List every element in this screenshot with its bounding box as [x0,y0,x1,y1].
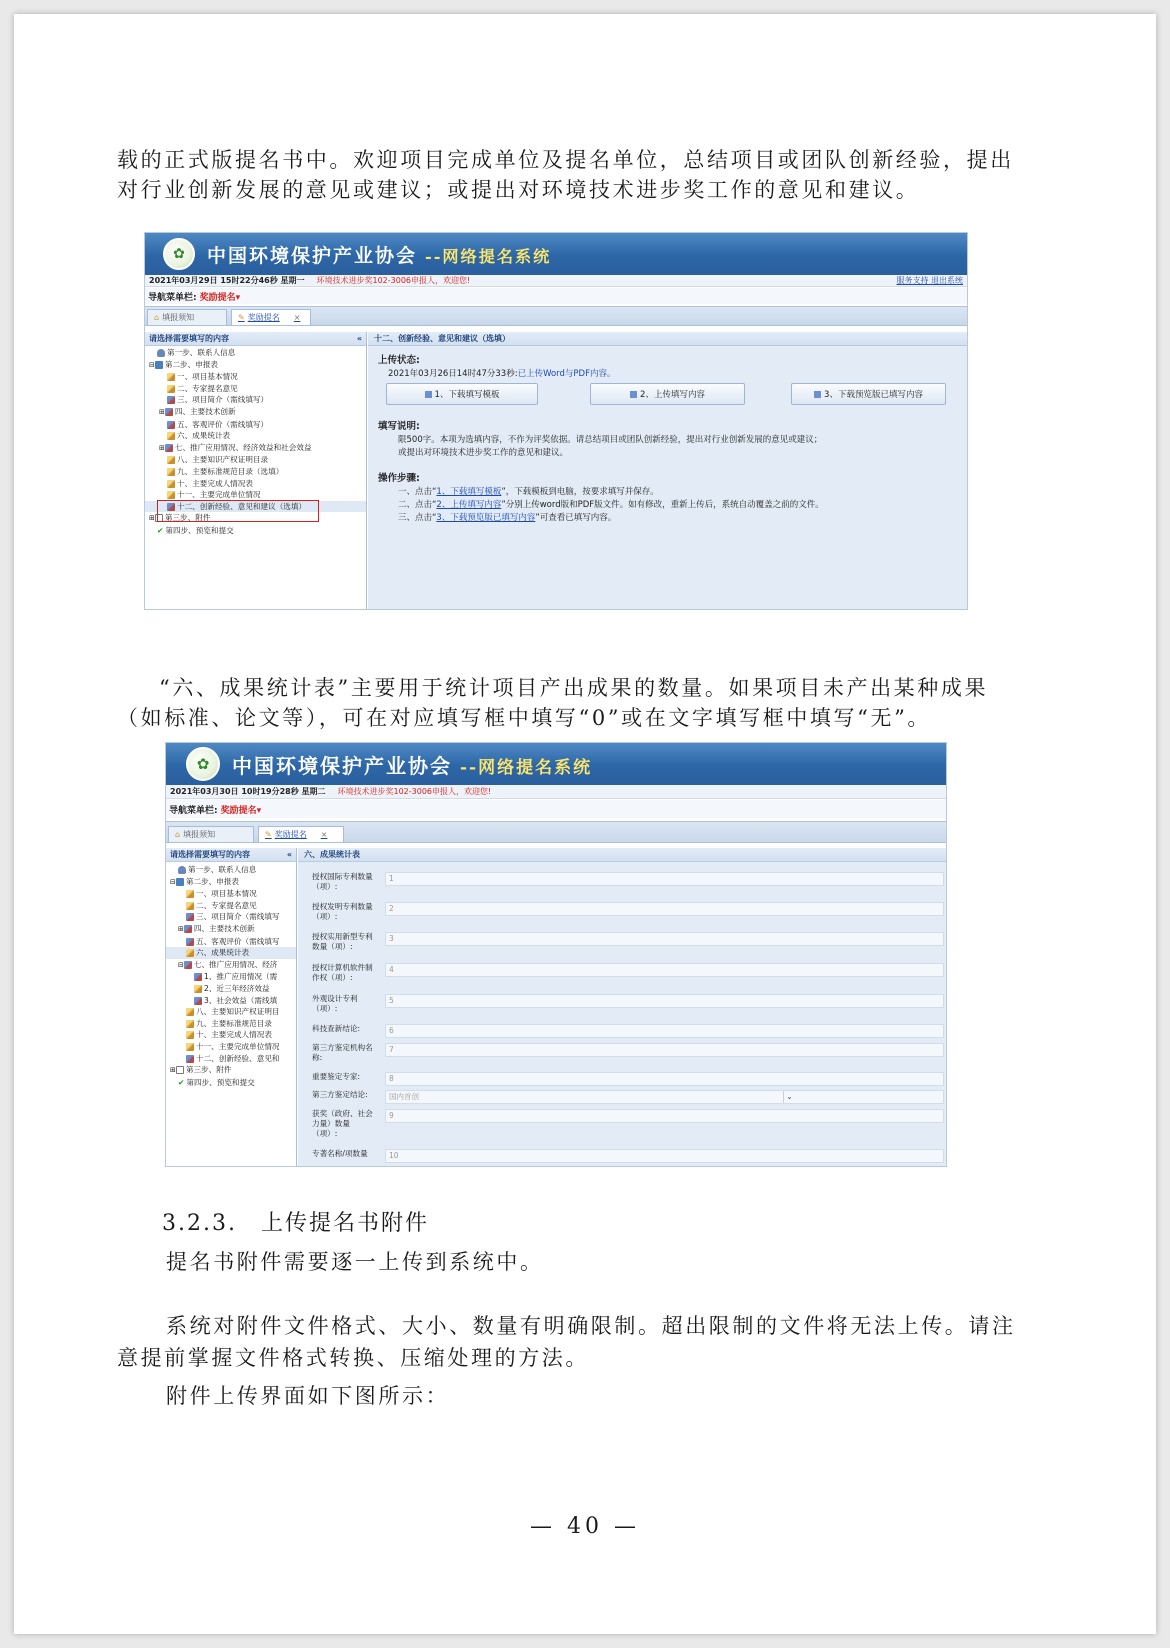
tree-item-innovation-suggestions[interactable]: 十二、创新经验、意见和建议（选填） [145,501,366,513]
collapse-icon[interactable]: « [356,334,362,343]
tree-step-preview-submit[interactable]: ✔ 第四步、预览和提交 [178,1077,255,1087]
tree-item-standards[interactable]: 九、主要标准规范目录 [166,1018,296,1030]
nav-menu-award[interactable]: 奖励提名▾ [220,805,262,816]
edit-icon [186,913,194,921]
design-patents-input[interactable]: 5 [385,994,944,1008]
collapse-icon[interactable]: « [286,850,292,859]
field-row-awards: 获奖（政府、社会力量）数量（项）: 9 [298,1109,946,1139]
pencil-icon [186,1008,194,1016]
edit-icon [165,444,173,452]
current-datetime: 2021年03月30日 10时19分28秒 星期二 [170,787,326,796]
software-copyrights-input[interactable]: 4 [385,963,944,977]
tab-bar [145,306,967,326]
download-template-button[interactable]: 1、下载填写模板 [386,383,538,405]
nav-bar [145,288,967,304]
field-row-invention-patents: 授权发明专利数量（项）: 2 [298,902,946,922]
welcome-message: 环境技术进步奖102-3006申报人，欢迎您! [316,276,471,285]
upload-time: 2021年03月26日14时47分33秒: [388,369,518,379]
tree-item-units[interactable]: 十一、主要完成单位情况 [145,489,366,501]
monographs-input[interactable]: 10 [385,1149,944,1163]
system-banner [145,233,967,275]
person-icon [178,866,186,874]
content-tree-panel [166,848,297,1167]
form-panel-header: 六、成果统计表 [298,848,946,862]
tree-item-basic-info[interactable]: 一、项目基本情况 [166,888,296,900]
tree-item-summary[interactable]: 三、项目简介（需线填写 [166,911,296,923]
edit-icon [167,421,175,429]
pencil-icon [186,949,194,957]
tree-item-evaluation[interactable]: 五、客观评价（需线填写） [145,419,366,431]
tree-panel-header: 请选择需要填写的内容 « [145,332,366,346]
instructions-title: 填写说明: [378,421,420,432]
tab-notice[interactable]: ⌂ 填报须知 [147,309,227,325]
pencil-icon: ✎ [238,313,245,322]
paragraph-line: （如标准、论文等），可在对应填写框中填写“0”或在文字填写框中填写“无”。 [117,706,932,730]
utility-patents-input[interactable]: 3 [385,932,944,946]
novelty-search-input[interactable]: 6 [385,1024,944,1038]
pencil-icon [194,985,202,993]
document-page [14,14,1156,1634]
form-panel [298,848,946,1167]
instructions-line: 或提出对环境技术进步奖工作的意见和建议。 [398,448,569,458]
tree-item-tech-innovation[interactable]: ⊞ 四、主要技术创新 [178,923,255,933]
welcome-message: 环境技术进步奖102-3006申报人，欢迎您! [337,787,492,796]
home-icon: ⌂ [175,830,181,839]
pencil-icon [186,1043,194,1051]
paragraph-line: 提名书附件需要逐一上传到系统中。 [166,1250,544,1274]
pencil-icon [186,1020,194,1028]
tree-step-attachments[interactable]: ⊞ 第三步、附件 [149,513,211,523]
document-icon [425,391,432,398]
field-row-key-experts: 重要鉴定专家: 8 [298,1072,946,1082]
tree-item-application[interactable]: ⊞ 七、推广应用情况、经济效益和社会效益 [159,442,312,452]
pencil-icon [167,385,175,393]
tree-item-results-table[interactable]: 六、成果统计表 [145,430,366,442]
field-row-novelty-search: 科技查新结论: 6 [298,1024,946,1034]
tree-item-application[interactable]: ⊟ 七、推广应用情况、经济 [178,959,278,969]
tree-item-units[interactable]: 十一、主要完成单位情况 [166,1041,296,1053]
edit-icon [165,408,173,416]
section-heading: 3.2.3. 上传提名书附件 [162,1211,429,1236]
paragraph-line: “六、成果统计表”主要用于统计项目产出成果的数量。如果项目未产出某种成果 [159,676,989,700]
association-logo: ✿ [186,747,220,781]
pencil-icon [167,373,175,381]
awards-input[interactable]: 9 [385,1109,944,1123]
banner-title: 中国环境保护产业协会 [207,244,418,267]
edit-icon [186,938,194,946]
tree-step-preview-submit[interactable]: ✔ 第四步、预览和提交 [157,525,234,535]
pencil-icon [167,432,175,440]
nav-label: 导航菜单栏: [148,292,197,303]
tree-step-form[interactable]: ⊟ 第二步、申报表 [170,876,240,886]
tree-item-economic-benefit[interactable]: 2、近三年经济效益 [166,983,296,995]
upload-status-text: 已上传Word与PDF内容。 [517,369,616,379]
download-preview-button[interactable]: 3、下载预览版已填写内容 [791,383,946,405]
upload-status-title: 上传状态: [378,355,420,366]
tree-item-evaluation[interactable]: 五、客观评价（需线填写 [166,936,296,948]
page-number: — 40 — [530,1514,640,1539]
step-line: 二、点击“2、上传填写内容”分别上传word版和PDF版文件。如有修改，重新上传后，系统自动覆盖之前的文件。 [398,500,824,510]
content-tree-panel [145,332,367,610]
tree-step-contact[interactable]: 第一步、联系人信息 [166,864,296,876]
checkmark-icon: ✔ [157,525,164,535]
tree-item-ip-list[interactable]: 八、主要知识产权证明目 [166,1006,296,1018]
step-link-preview[interactable]: 3、下载预览版已填写内容 [436,513,536,523]
banner-subtitle: --网络提名系统 [425,246,552,266]
field-row-monographs: 专著名称/项数量 10 [298,1149,946,1159]
book-icon [176,878,184,886]
tree-step-contact[interactable]: 第一步、联系人信息 [145,347,366,359]
step-link-upload[interactable]: 2、上传填写内容 [436,500,502,510]
tree-item-expert-opinion[interactable]: 二、专家提名意见 [166,900,296,912]
paragraph-line: 系统对附件文件格式、大小、数量有明确限制。超出限制的文件将无法上传。请注 [166,1314,1016,1338]
pencil-icon [167,480,175,488]
key-experts-input[interactable]: 8 [385,1072,944,1086]
book-icon [155,361,163,369]
tab-bar [166,821,946,843]
paragraph-line: 对行业创新发展的意见或建议；或提出对环境技术进步奖工作的意见和建议。 [117,178,920,202]
status-bar [145,275,967,287]
edit-icon [194,973,202,981]
nav-label: 导航菜单栏: [169,805,218,816]
tree-step-attachments[interactable]: ⊞ 第三步、附件 [170,1065,232,1075]
tab-notice[interactable]: ⌂ 填报须知 [168,826,254,842]
pencil-icon [186,1031,194,1039]
banner-title: 中国环境保护产业协会 [232,753,452,778]
tree-item-application-status[interactable]: 1、推广应用情况（需 [166,971,296,983]
banner-subtitle: --网络提名系统 [460,757,593,778]
edit-icon [194,997,202,1005]
current-datetime: 2021年03月29日 15时22分46秒 星期一 [149,276,305,285]
pencil-icon [186,902,194,910]
chevron-down-icon: ⌄ [783,1091,795,1103]
tree-item-persons[interactable]: 十、主要完成人情况表 [166,1029,296,1041]
edit-icon [184,925,192,933]
highlight-box [157,500,319,522]
field-row-utility-patents: 授权实用新型专利数量（项）: 3 [298,932,946,952]
step-line: 一、点击“1、下载填写模板”，下载模板到电脑，按要求填写并保存。 [398,487,659,497]
pencil-icon: ✎ [265,830,272,839]
home-icon: ⌂ [154,313,160,322]
tree-item-tech-innovation[interactable]: ⊞ 四、主要技术创新 [159,406,236,416]
upload-icon [630,391,637,398]
close-tab-icon[interactable]: × [320,830,328,839]
invention-patents-input[interactable]: 2 [385,902,944,916]
edit-icon [167,396,175,404]
tab-award-nomination[interactable]: ✎ 奖励提名 × [258,826,344,842]
header-links[interactable]: 服务支持 退出系统 [896,276,963,285]
association-logo: ✿ [163,238,195,270]
nav-bar [166,800,946,818]
step-link-download[interactable]: 1、下载填写模板 [436,487,502,497]
edit-icon [186,1055,194,1063]
form-panel [368,332,967,610]
field-row-appraisal-conclusion: 第三方鉴定结论: 国内首创 ⌄ [298,1090,946,1100]
person-icon [157,349,165,357]
tree-step-form[interactable]: ⊟ 第二步、申报表 [149,359,219,369]
upload-content-button[interactable]: 2、上传填写内容 [590,383,745,405]
checkmark-icon: ✔ [178,1077,185,1087]
tree-item-social-benefit[interactable]: 3、社会效益（需线填 [166,995,296,1007]
pencil-icon [167,491,175,499]
paragraph-line: 附件上传界面如下图所示： [166,1384,450,1408]
paragraph-line: 意提前掌握文件格式转换、压缩处理的方法。 [117,1346,589,1370]
tree-item-results-table[interactable]: 六、成果统计表 [166,947,296,959]
form-panel-header: 十二、创新经验、意见和建议（选填） [368,332,967,346]
steps-title: 操作步骤: [378,473,420,484]
system-banner [166,743,946,785]
tree-item-persons[interactable]: 十、主要完成人情况表 [145,478,366,490]
tree-panel-header: 请选择需要填写的内容 « [166,848,296,862]
tab-award-nomination[interactable]: ✎ 奖励提名 × [231,309,311,325]
screenshot-upload-page [144,232,968,610]
step-line: 三、点击“3、下载预览版已填写内容”可查看已填写内容。 [398,513,617,523]
tree-item-ip-list[interactable]: 八、主要知识产权证明目录 [145,454,366,466]
tree-item-expert-opinion[interactable]: 二、专家提名意见 [145,383,366,395]
appraisal-agency-input[interactable]: 7 [385,1043,944,1057]
field-row-intl-patents: 授权国际专利数量（项）: 1 [298,872,946,892]
close-tab-icon[interactable]: × [293,313,301,322]
appraisal-conclusion-select[interactable]: 国内首创 ⌄ [385,1090,944,1104]
paragraph-line: 载的正式版提名书中。欢迎项目完成单位及提名单位，总结项目或团队创新经验，提出 [117,148,1014,172]
pencil-icon [186,890,194,898]
status-bar [166,785,946,799]
field-row-software-copyrights: 授权计算机软件制作权（项）: 4 [298,963,946,983]
field-row-appraisal-agency: 第三方鉴定机构名称: 7 [298,1043,946,1063]
field-row-design-patents: 外观设计专利（项）: 5 [298,994,946,1014]
tree-item-summary[interactable]: 三、项目简介（需线填写） [145,394,366,406]
tree-item-basic-info[interactable]: 一、项目基本情况 [145,371,366,383]
instructions-line: 限500字。本项为选填内容，不作为评奖依据。请总结项目或团队创新经验，提出对行业创新发展的意见或建议； [398,435,823,445]
screenshot-results-table [165,742,947,1167]
edit-icon [184,961,192,969]
nav-menu-award[interactable]: 奖励提名▾ [199,292,241,303]
paperclip-icon [176,1066,184,1074]
preview-icon [814,391,821,398]
pencil-icon [167,468,175,476]
intl-patents-input[interactable]: 1 [385,872,944,886]
tree-item-innovation-suggestions[interactable]: 十二、创新经验、意见和 [166,1053,296,1065]
tree-item-standards[interactable]: 九、主要标准规范目录（选填） [145,466,366,478]
pencil-icon [167,456,175,464]
